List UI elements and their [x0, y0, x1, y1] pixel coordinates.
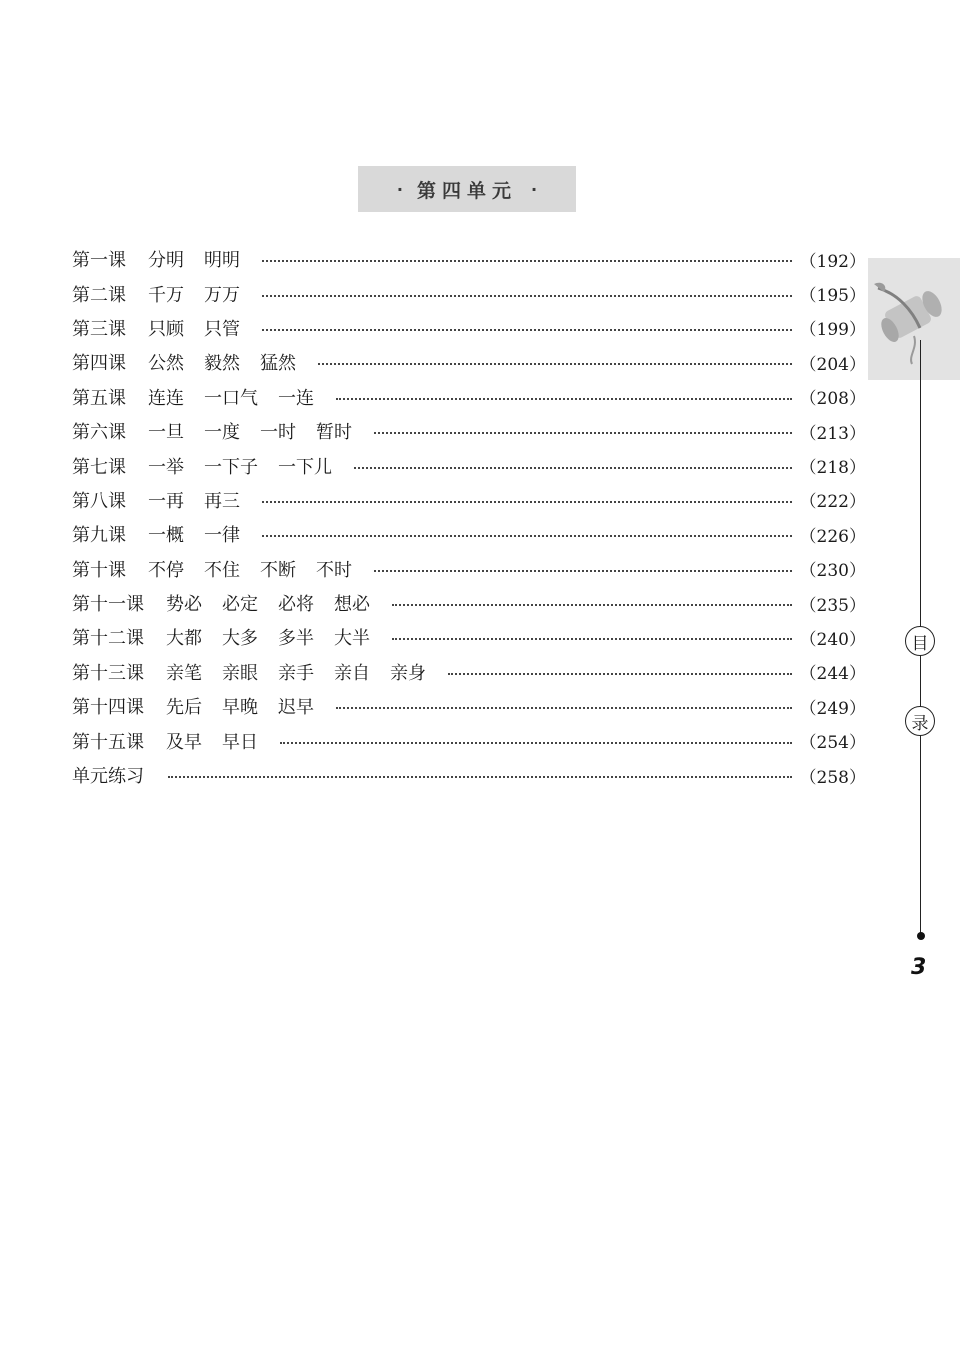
banner-dot: · — [531, 179, 538, 199]
toc-entry — [72, 620, 866, 654]
toc-lesson-label: 第十一课 — [72, 594, 144, 616]
toc-lesson-label: 第九课 — [72, 525, 126, 547]
toc-entry — [72, 448, 866, 482]
sidebar-char-lu: 录 — [905, 706, 935, 736]
toc-words — [148, 453, 352, 479]
toc-word: 先后 — [166, 697, 202, 719]
toc-word: 大多 — [222, 628, 258, 650]
toc-word: 一口气 — [204, 387, 258, 409]
toc-lesson-label: 第十三课 — [72, 662, 144, 684]
toc-lesson-label: 单元练习 — [72, 766, 144, 788]
toc-entry — [72, 517, 866, 551]
toc-dot-leader — [354, 467, 792, 469]
toc-word: 早日 — [222, 731, 258, 753]
toc-word: 亲手 — [278, 662, 314, 684]
toc-word: 不断 — [260, 559, 296, 581]
toc-page-number: （249） — [799, 698, 866, 719]
toc-entry — [72, 483, 866, 517]
toc-word: 千万 — [148, 284, 184, 306]
toc-lesson-label: 第七课 — [72, 456, 126, 478]
toc-entry — [72, 311, 866, 345]
toc-word: 一旦 — [148, 422, 184, 444]
toc-entry — [72, 723, 866, 757]
toc-word: 毅然 — [204, 353, 240, 375]
toc-dot-leader — [336, 707, 792, 709]
toc-entry — [72, 276, 866, 310]
toc-page-number: （195） — [799, 286, 866, 307]
toc-page-number: （230） — [799, 561, 866, 582]
toc-dot-leader — [280, 742, 792, 744]
toc-word: 暂时 — [316, 422, 352, 444]
toc-word: 及早 — [166, 731, 202, 753]
toc-page-number: （244） — [799, 664, 866, 685]
toc-word: 只管 — [204, 318, 240, 340]
toc-dot-leader — [262, 260, 792, 262]
toc-words — [148, 349, 316, 375]
toc-word: 一举 — [148, 456, 184, 478]
toc-words — [148, 556, 372, 582]
toc-word: 亲笔 — [166, 662, 202, 684]
toc-dot-leader — [262, 329, 792, 331]
toc-dot-leader — [392, 638, 792, 640]
toc-dot-leader — [336, 398, 792, 400]
toc-words — [148, 384, 334, 410]
toc-entry — [72, 380, 866, 414]
toc-word: 分明 — [148, 250, 184, 272]
toc-dot-leader — [262, 501, 792, 503]
toc-word: 一概 — [148, 525, 184, 547]
toc-words — [166, 624, 390, 650]
toc-word: 一时 — [260, 422, 296, 444]
toc-words — [148, 315, 260, 341]
toc-word: 公然 — [148, 353, 184, 375]
toc-page-number: （213） — [799, 423, 866, 444]
side-rule-end-dot — [917, 932, 925, 940]
toc-page-number: （240） — [799, 629, 866, 650]
toc-lesson-label: 第四课 — [72, 353, 126, 375]
toc-word: 猛然 — [260, 353, 296, 375]
unit-title: 第四单元 — [416, 179, 517, 202]
toc-lesson-label: 第二课 — [72, 284, 126, 306]
toc-words — [148, 418, 372, 444]
toc-page-number: （208） — [799, 389, 866, 410]
toc-lesson-label: 第十二课 — [72, 628, 144, 650]
toc-words — [166, 659, 446, 685]
toc-lesson-label: 第八课 — [72, 490, 126, 512]
toc-page-number: （258） — [799, 767, 866, 788]
toc-entry — [72, 414, 866, 448]
toc-dot-leader — [318, 363, 792, 365]
toc-entry — [72, 586, 866, 620]
toc-word: 大都 — [166, 628, 202, 650]
toc-word: 多半 — [278, 628, 314, 650]
toc-page-number: （235） — [799, 595, 866, 616]
table-of-contents — [72, 242, 866, 792]
toc-dot-leader — [392, 604, 792, 606]
toc-lesson-label: 第一课 — [72, 250, 126, 272]
toc-page-number: （199） — [799, 320, 866, 341]
toc-page-number: （218） — [799, 458, 866, 479]
toc-word: 不住 — [204, 559, 240, 581]
unit-title-banner — [358, 166, 576, 212]
toc-word: 连连 — [148, 387, 184, 409]
toc-word: 一度 — [204, 422, 240, 444]
toc-word: 势必 — [166, 594, 202, 616]
toc-word: 不停 — [148, 559, 184, 581]
toc-entry — [72, 655, 866, 689]
toc-word: 一律 — [204, 525, 240, 547]
toc-dot-leader — [168, 776, 792, 778]
toc-word: 大半 — [334, 628, 370, 650]
scroll-quill-icon — [868, 258, 960, 380]
toc-word: 一再 — [148, 490, 184, 512]
toc-word: 亲眼 — [222, 662, 258, 684]
toc-word: 迟早 — [278, 697, 314, 719]
sidebar-char-mu: 目 — [905, 626, 935, 656]
toc-word: 明明 — [204, 250, 240, 272]
toc-dot-leader — [262, 295, 792, 297]
toc-lesson-label: 第五课 — [72, 387, 126, 409]
toc-word: 再三 — [204, 490, 240, 512]
toc-word: 万万 — [204, 284, 240, 306]
toc-words — [148, 487, 260, 513]
toc-word: 只顾 — [148, 318, 184, 340]
toc-lesson-label: 第十课 — [72, 559, 126, 581]
side-tab — [868, 258, 960, 380]
toc-word: 亲自 — [334, 662, 370, 684]
toc-lesson-label: 第六课 — [72, 422, 126, 444]
toc-page-number: （192） — [799, 251, 866, 272]
toc-words — [148, 246, 260, 272]
toc-lesson-label: 第三课 — [72, 318, 126, 340]
toc-words — [148, 281, 260, 307]
toc-entry — [72, 345, 866, 379]
toc-entry — [72, 689, 866, 723]
toc-word: 一下儿 — [278, 456, 332, 478]
toc-lesson-label: 第十四课 — [72, 697, 144, 719]
toc-words — [166, 693, 334, 719]
toc-word: 想必 — [334, 594, 370, 616]
banner-dot: · — [396, 179, 403, 199]
toc-word: 亲身 — [390, 662, 426, 684]
toc-page-number: （222） — [799, 492, 866, 513]
toc-dot-leader — [448, 673, 792, 675]
toc-lesson-label: 第十五课 — [72, 731, 144, 753]
toc-word: 一下子 — [204, 456, 258, 478]
toc-word: 必定 — [222, 594, 258, 616]
toc-page-number: （204） — [799, 354, 866, 375]
toc-entry — [72, 758, 866, 792]
toc-word: 必将 — [278, 594, 314, 616]
toc-dot-leader — [374, 570, 792, 572]
toc-dot-leader — [374, 432, 792, 434]
toc-page-number: （226） — [799, 526, 866, 547]
page-number: 3 — [911, 955, 927, 980]
toc-words — [166, 590, 390, 616]
toc-entry — [72, 242, 866, 276]
toc-words — [166, 728, 278, 754]
toc-entry — [72, 552, 866, 586]
toc-words — [148, 521, 260, 547]
toc-page-number: （254） — [799, 733, 866, 754]
toc-word: 早晚 — [222, 697, 258, 719]
toc-word: 一连 — [278, 387, 314, 409]
toc-word: 不时 — [316, 559, 352, 581]
toc-dot-leader — [262, 535, 792, 537]
